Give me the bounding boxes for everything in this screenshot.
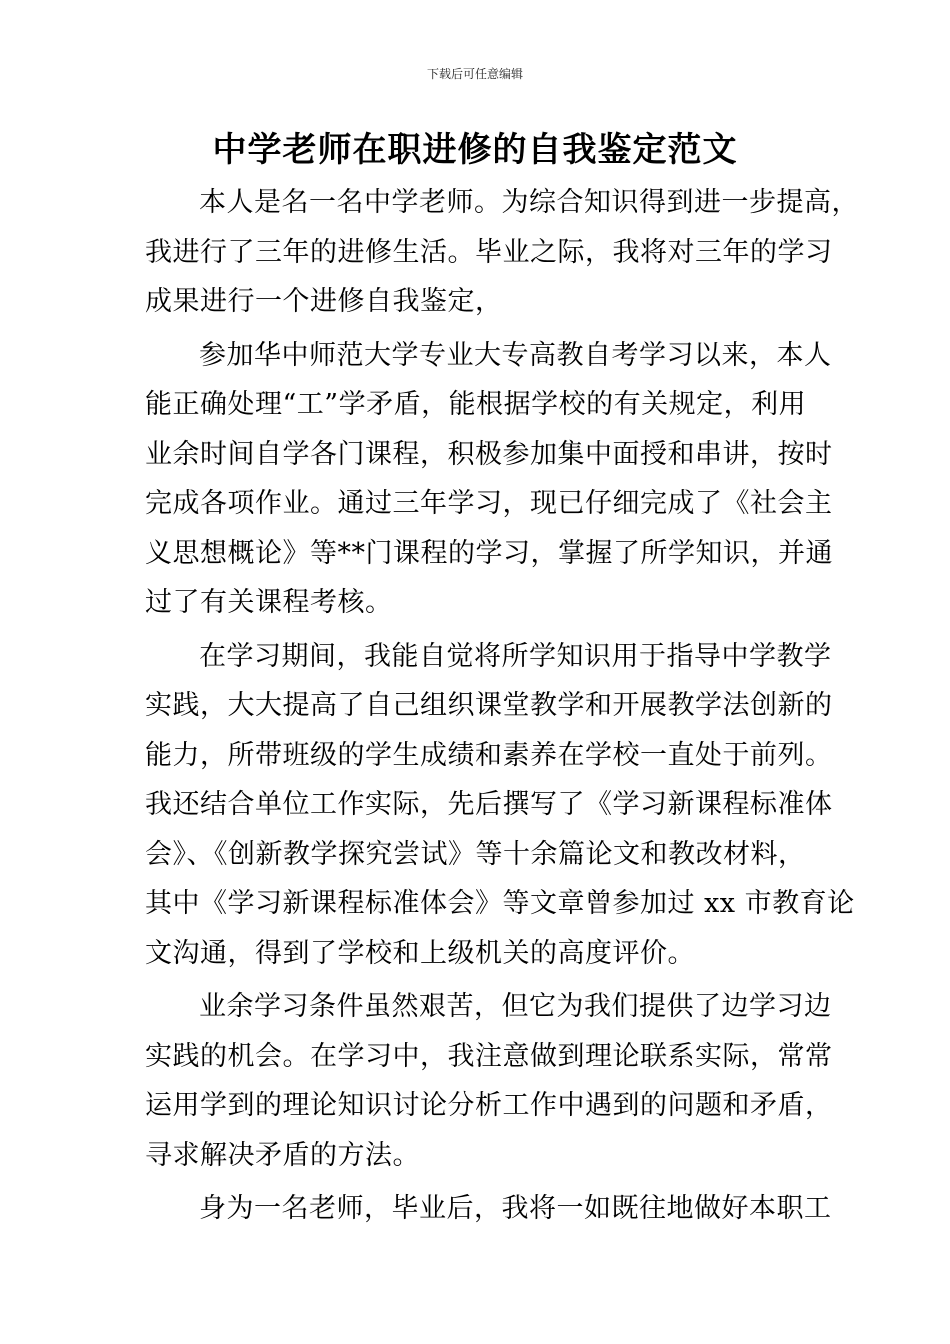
paragraph-3 [145, 632, 855, 979]
paragraph-4 [145, 982, 833, 1180]
paragraph-line: 完成各项作业。通过三年学习，现已仔细完成了《社会主 [145, 488, 833, 519]
paragraph-line: 实践的机会。在学习中，我注意做到理论联系实际，常常 [145, 1040, 833, 1072]
paragraph-line: 实践，大大提高了自己组织课堂教学和开展教学法创新的 [145, 690, 833, 721]
paragraph-line: 参加华中师范大学专业大专高教自考学习以来，本人 [199, 339, 832, 371]
document-body [145, 178, 859, 1234]
paragraph-line: 我进行了三年的进修生活。毕业之际，我将对三年的学习 [145, 236, 833, 268]
paragraph-line: 本人是名一名中学老师。为综合知识得到进一步提高， [199, 187, 859, 218]
paragraph-line: 成果进行一个进修自我鉴定， [145, 286, 503, 317]
paragraph-line: 会》、《创新教学探究尝试》等十余篇论文和教改材料， [145, 838, 806, 870]
paragraph-line: 我还结合单位工作实际，先后撰写了《学习新课程标准体 [145, 789, 833, 820]
paragraph-line: 业余时间自学各门课程，积极参加集中面授和串讲，按时 [145, 438, 833, 470]
paragraph-line: 文沟通，得到了学校和上级机关的高度评价。 [145, 937, 695, 969]
paragraph-line: 能正确处理“工”学矛盾，能根据学校的有关规定，利用 [145, 389, 807, 420]
document-title: 中学老师在职进修的自我鉴定范文 [212, 130, 738, 170]
paragraph-line: 过了有关课程考核。 [145, 587, 393, 618]
paragraph-line: 其中《学习新课程标准体会》等文章曾参加过 xx 市教育论 [145, 888, 855, 919]
paragraph-line: 业余学习条件虽然艰苦，但它为我们提供了边学习边 [199, 991, 832, 1022]
paragraph-1 [145, 178, 859, 327]
paragraph-line: 运用学到的理论知识讨论分析工作中遇到的问题和矛盾， [145, 1090, 833, 1121]
paragraph-line: 寻求解决矛盾的方法。 [145, 1139, 420, 1171]
paragraph-line: 能力，所带班级的学生成绩和素养在学校一直处于前列。 [145, 739, 833, 771]
paragraph-line: 义思想概论》等**门课程的学习，掌握了所学知识，并通 [145, 537, 833, 569]
paragraph-2 [145, 331, 833, 628]
paragraph-5 [145, 1184, 832, 1234]
paragraph-line: 在学习期间，我能自觉将所学知识用于指导中学教学 [199, 640, 832, 672]
header-note: 下载后可任意编辑 [426, 67, 523, 81]
paragraph-line: 身为一名老师，毕业后，我将一如既往地做好本职工 [199, 1193, 832, 1224]
